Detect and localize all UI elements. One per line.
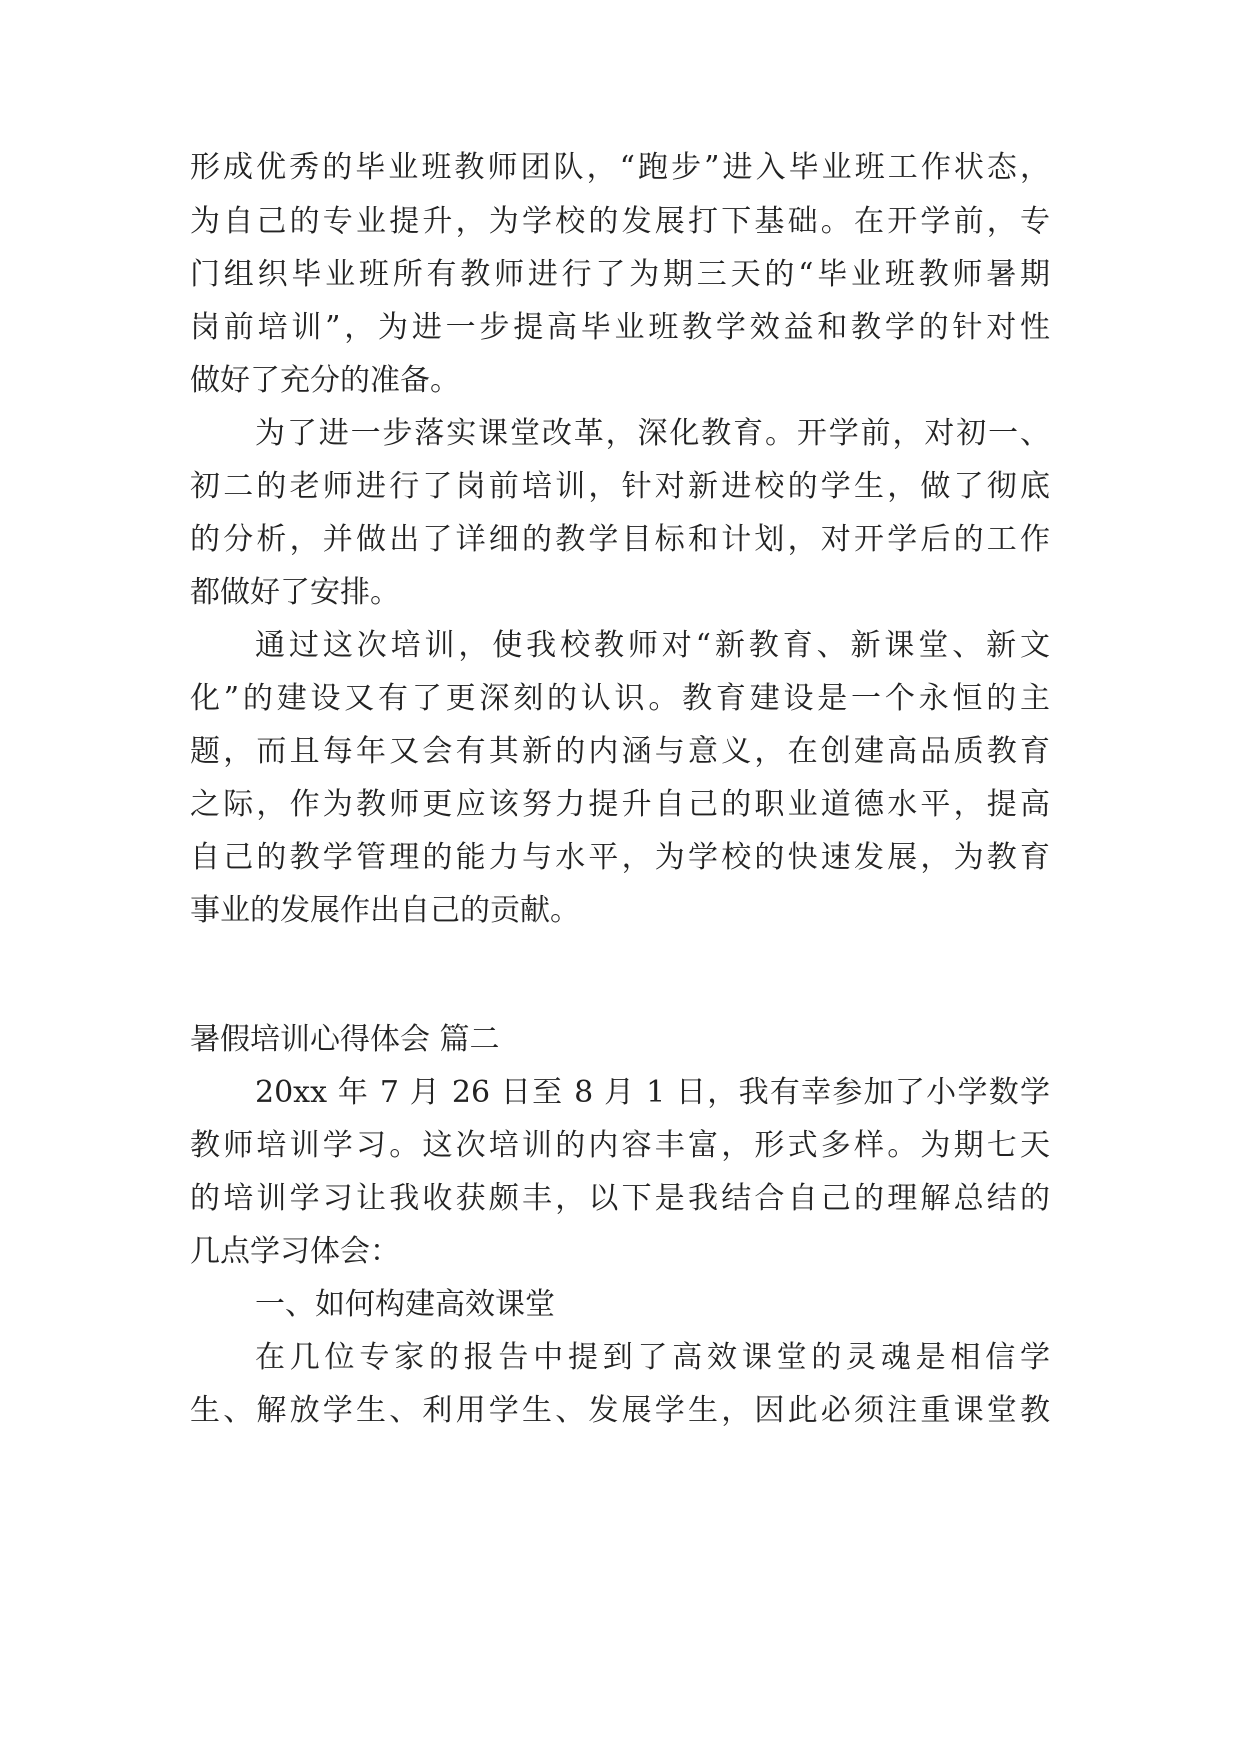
paragraph-1-line-4: 岗前培训”，为进一步提高毕业班教学效益和教学的针对性 bbox=[190, 310, 1050, 345]
paragraph-2-line-4: 都做好了安排。 bbox=[190, 575, 400, 610]
paragraph-4-line-1: 20xx 年 7 月 26 日至 8 月 1 日，我有幸参加了小学数学 bbox=[255, 1075, 1050, 1110]
paragraph-6-line-2: 生、解放学生、利用学生、发展学生，因此必须注重课堂教 bbox=[190, 1393, 1050, 1428]
paragraph-4-line-3: 的培训学习让我收获颇丰，以下是我结合自己的理解总结的 bbox=[190, 1181, 1050, 1216]
paragraph-3-line-4: 之际，作为教师更应该努力提升自己的职业道德水平，提高 bbox=[190, 787, 1050, 822]
paragraph-4-line-4: 几点学习体会： bbox=[190, 1234, 400, 1269]
paragraph-1-line-2: 为自己的专业提升，为学校的发展打下基础。在开学前，专 bbox=[190, 204, 1050, 239]
paragraph-6-line-1: 在几位专家的报告中提到了高效课堂的灵魂是相信学 bbox=[255, 1340, 1050, 1375]
subheading-line: 一、如何构建高效课堂 bbox=[255, 1287, 555, 1322]
paragraph-3-line-2: 化”的建设又有了更深刻的认识。教育建设是一个永恒的主 bbox=[190, 681, 1050, 716]
paragraph-4-line-2: 教师培训学习。这次培训的内容丰富，形式多样。为期七天 bbox=[190, 1128, 1050, 1163]
paragraph-2-line-3: 的分析，并做出了详细的教学目标和计划，对开学后的工作 bbox=[190, 522, 1050, 557]
paragraph-1-line-3: 门组织毕业班所有教师进行了为期三天的“毕业班教师暑期 bbox=[190, 257, 1050, 292]
paragraph-1-line-1: 形成优秀的毕业班教师团队，“跑步”进入毕业班工作状态， bbox=[190, 150, 1050, 185]
section-heading: 暑假培训心得体会 篇二 bbox=[190, 1022, 500, 1057]
paragraph-2-line-1: 为了进一步落实课堂改革，深化教育。开学前，对初一、 bbox=[255, 416, 1050, 451]
paragraph-3-line-3: 题，而且每年又会有其新的内涵与意义，在创建高品质教育 bbox=[190, 734, 1050, 769]
paragraph-3-line-5: 自己的教学管理的能力与水平，为学校的快速发展，为教育 bbox=[190, 840, 1050, 875]
paragraph-2-line-2: 初二的老师进行了岗前培训，针对新进校的学生，做了彻底 bbox=[190, 469, 1050, 504]
paragraph-3-line-6: 事业的发展作出自己的贡献。 bbox=[190, 893, 580, 928]
paragraph-1-line-5: 做好了充分的准备。 bbox=[190, 363, 460, 398]
paragraph-3-line-1: 通过这次培训，使我校教师对“新教育、新课堂、新文 bbox=[255, 628, 1050, 663]
